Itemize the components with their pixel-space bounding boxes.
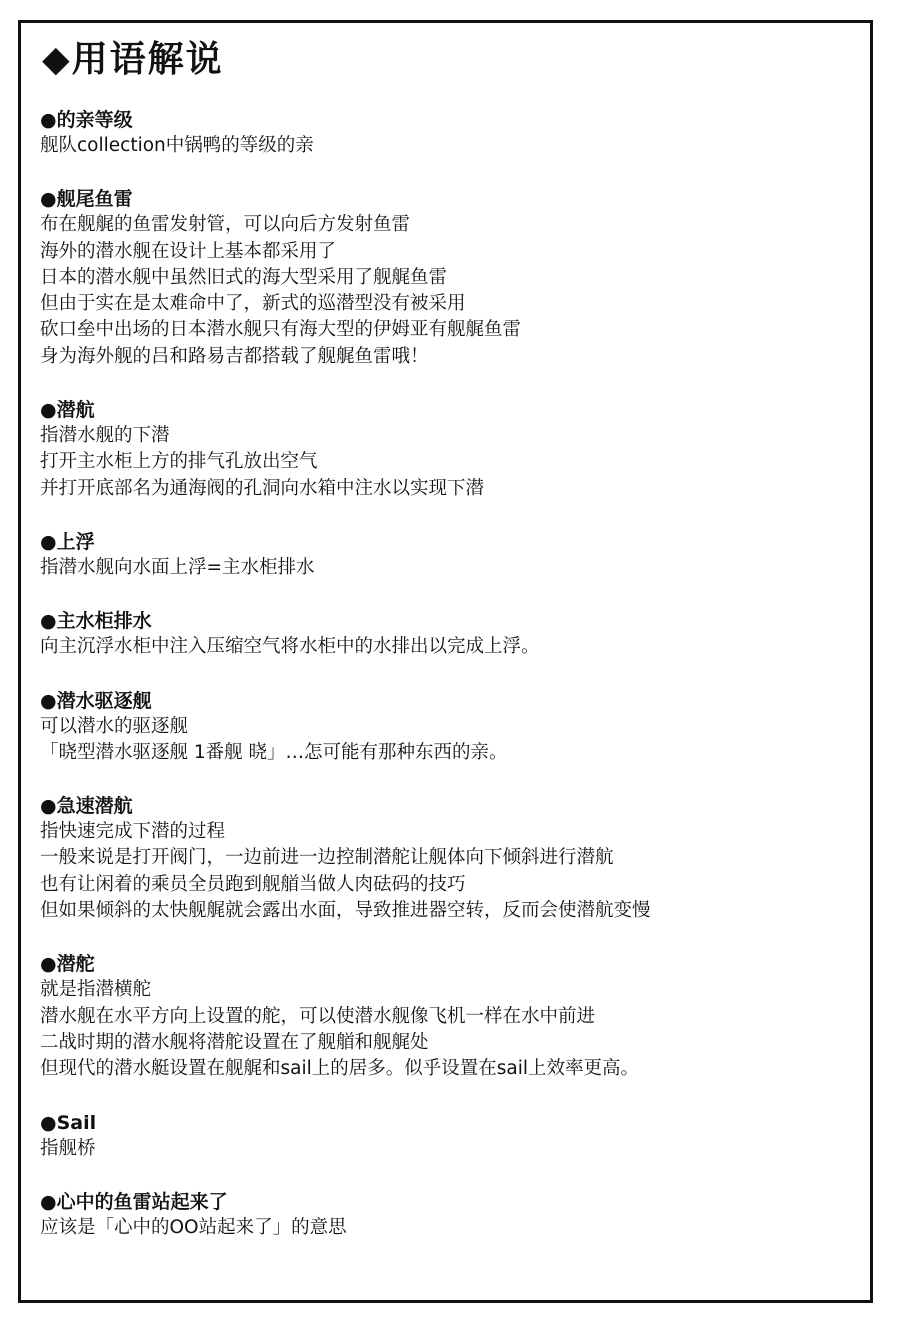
glossary-term: ●主水柜排水 <box>40 610 152 633</box>
glossary-text: 指潜水舰的下潜 <box>40 425 170 447</box>
glossary-term: ●潜航 <box>40 399 95 422</box>
glossary-text: 就是指潜横舵 <box>40 979 152 1001</box>
glossary-text: 并打开底部名为通海阀的孔洞向水箱中注水以实现下潜 <box>40 477 485 499</box>
glossary-list <box>40 107 860 1241</box>
glossary-term: ●的亲等级 <box>40 109 133 131</box>
glossary-text: 可以潜水的驱逐舰 <box>40 715 189 737</box>
glossary-entry <box>40 688 860 767</box>
glossary-text: 向主沉浮水柜中注入压缩空气将水柜中的水排出以完成上浮。 <box>40 636 540 658</box>
glossary-entry <box>40 397 860 502</box>
glossary-term: ●心中的鱼雷站起来了 <box>40 1190 228 1213</box>
glossary-text: 应该是「心中的OO站起来了」的意思 <box>40 1216 347 1238</box>
glossary-entry <box>40 186 860 370</box>
glossary-term: ●上浮 <box>40 530 95 553</box>
glossary-text: 身为海外舰的吕和路易吉都搭载了舰艉鱼雷哦！ <box>40 345 429 367</box>
glossary-term: ●舰尾鱼雷 <box>40 188 133 211</box>
glossary-text: 指潜水舰向水面上浮=主水柜排水 <box>40 556 315 578</box>
glossary-entry <box>40 951 860 1082</box>
glossary-text: 布在舰艉的鱼雷发射管，可以向后方发射鱼雷 <box>40 214 411 236</box>
glossary-text: 潜水舰在水平方向上设置的舵，可以使潜水舰像飞机一样在水中前进 <box>40 1005 596 1027</box>
glossary-text: 指舰桥 <box>40 1137 96 1159</box>
glossary-text: 一般来说是打开阀门，一边前进一边控制潜舵让舰体向下倾斜进行潜航 <box>40 847 614 869</box>
glossary-term: ●急速潜航 <box>40 795 133 818</box>
page-title: ◆用语解说 <box>42 39 224 80</box>
glossary-entry <box>40 1189 860 1241</box>
glossary-term: ●潜舵 <box>40 953 95 976</box>
glossary-text: 也有让闲着的乘员全员跑到舰艏当做人肉砝码的技巧 <box>40 873 466 895</box>
glossary-text: 舰队collection中锅鸭的等级的亲 <box>40 135 314 156</box>
glossary-text: 二战时期的潜水舰将潜舵设置在了舰艏和舰艉处 <box>40 1031 429 1053</box>
glossary-text: 指快速完成下潜的过程 <box>40 821 226 843</box>
glossary-text: 但由于实在是太难命中了，新式的巡潜型没有被采用 <box>40 293 466 315</box>
glossary-text: 砍口垒中出场的日本潜水舰只有海大型的伊姆亚有舰艉鱼雷 <box>40 319 522 341</box>
glossary-text: 但如果倾斜的太快舰艉就会露出水面，导致推进器空转，反而会使潜航变慢 <box>40 900 651 922</box>
glossary-text: 打开主水柜上方的排气孔放出空气 <box>40 451 318 473</box>
glossary-term: ●Sail <box>40 1111 97 1134</box>
glossary-entry <box>40 608 860 660</box>
glossary-entry <box>40 1110 860 1162</box>
glossary-term: ●潜水驱逐舰 <box>40 689 152 712</box>
glossary-text: 但现代的潜水艇设置在舰艉和sail上的居多。似乎设置在sail上效率更高。 <box>40 1058 640 1080</box>
glossary-text: 海外的潜水舰在设计上基本都采用了 <box>40 240 337 262</box>
glossary-entry <box>40 529 860 581</box>
glossary-text: 日本的潜水舰中虽然旧式的海大型采用了舰艉鱼雷 <box>40 266 448 288</box>
glossary-text: 「晓型潜水驱逐舰 1番舰 晓」…怎可能有那种东西的亲。 <box>40 741 508 763</box>
glossary-entry <box>40 793 860 924</box>
glossary-entry <box>40 107 860 159</box>
